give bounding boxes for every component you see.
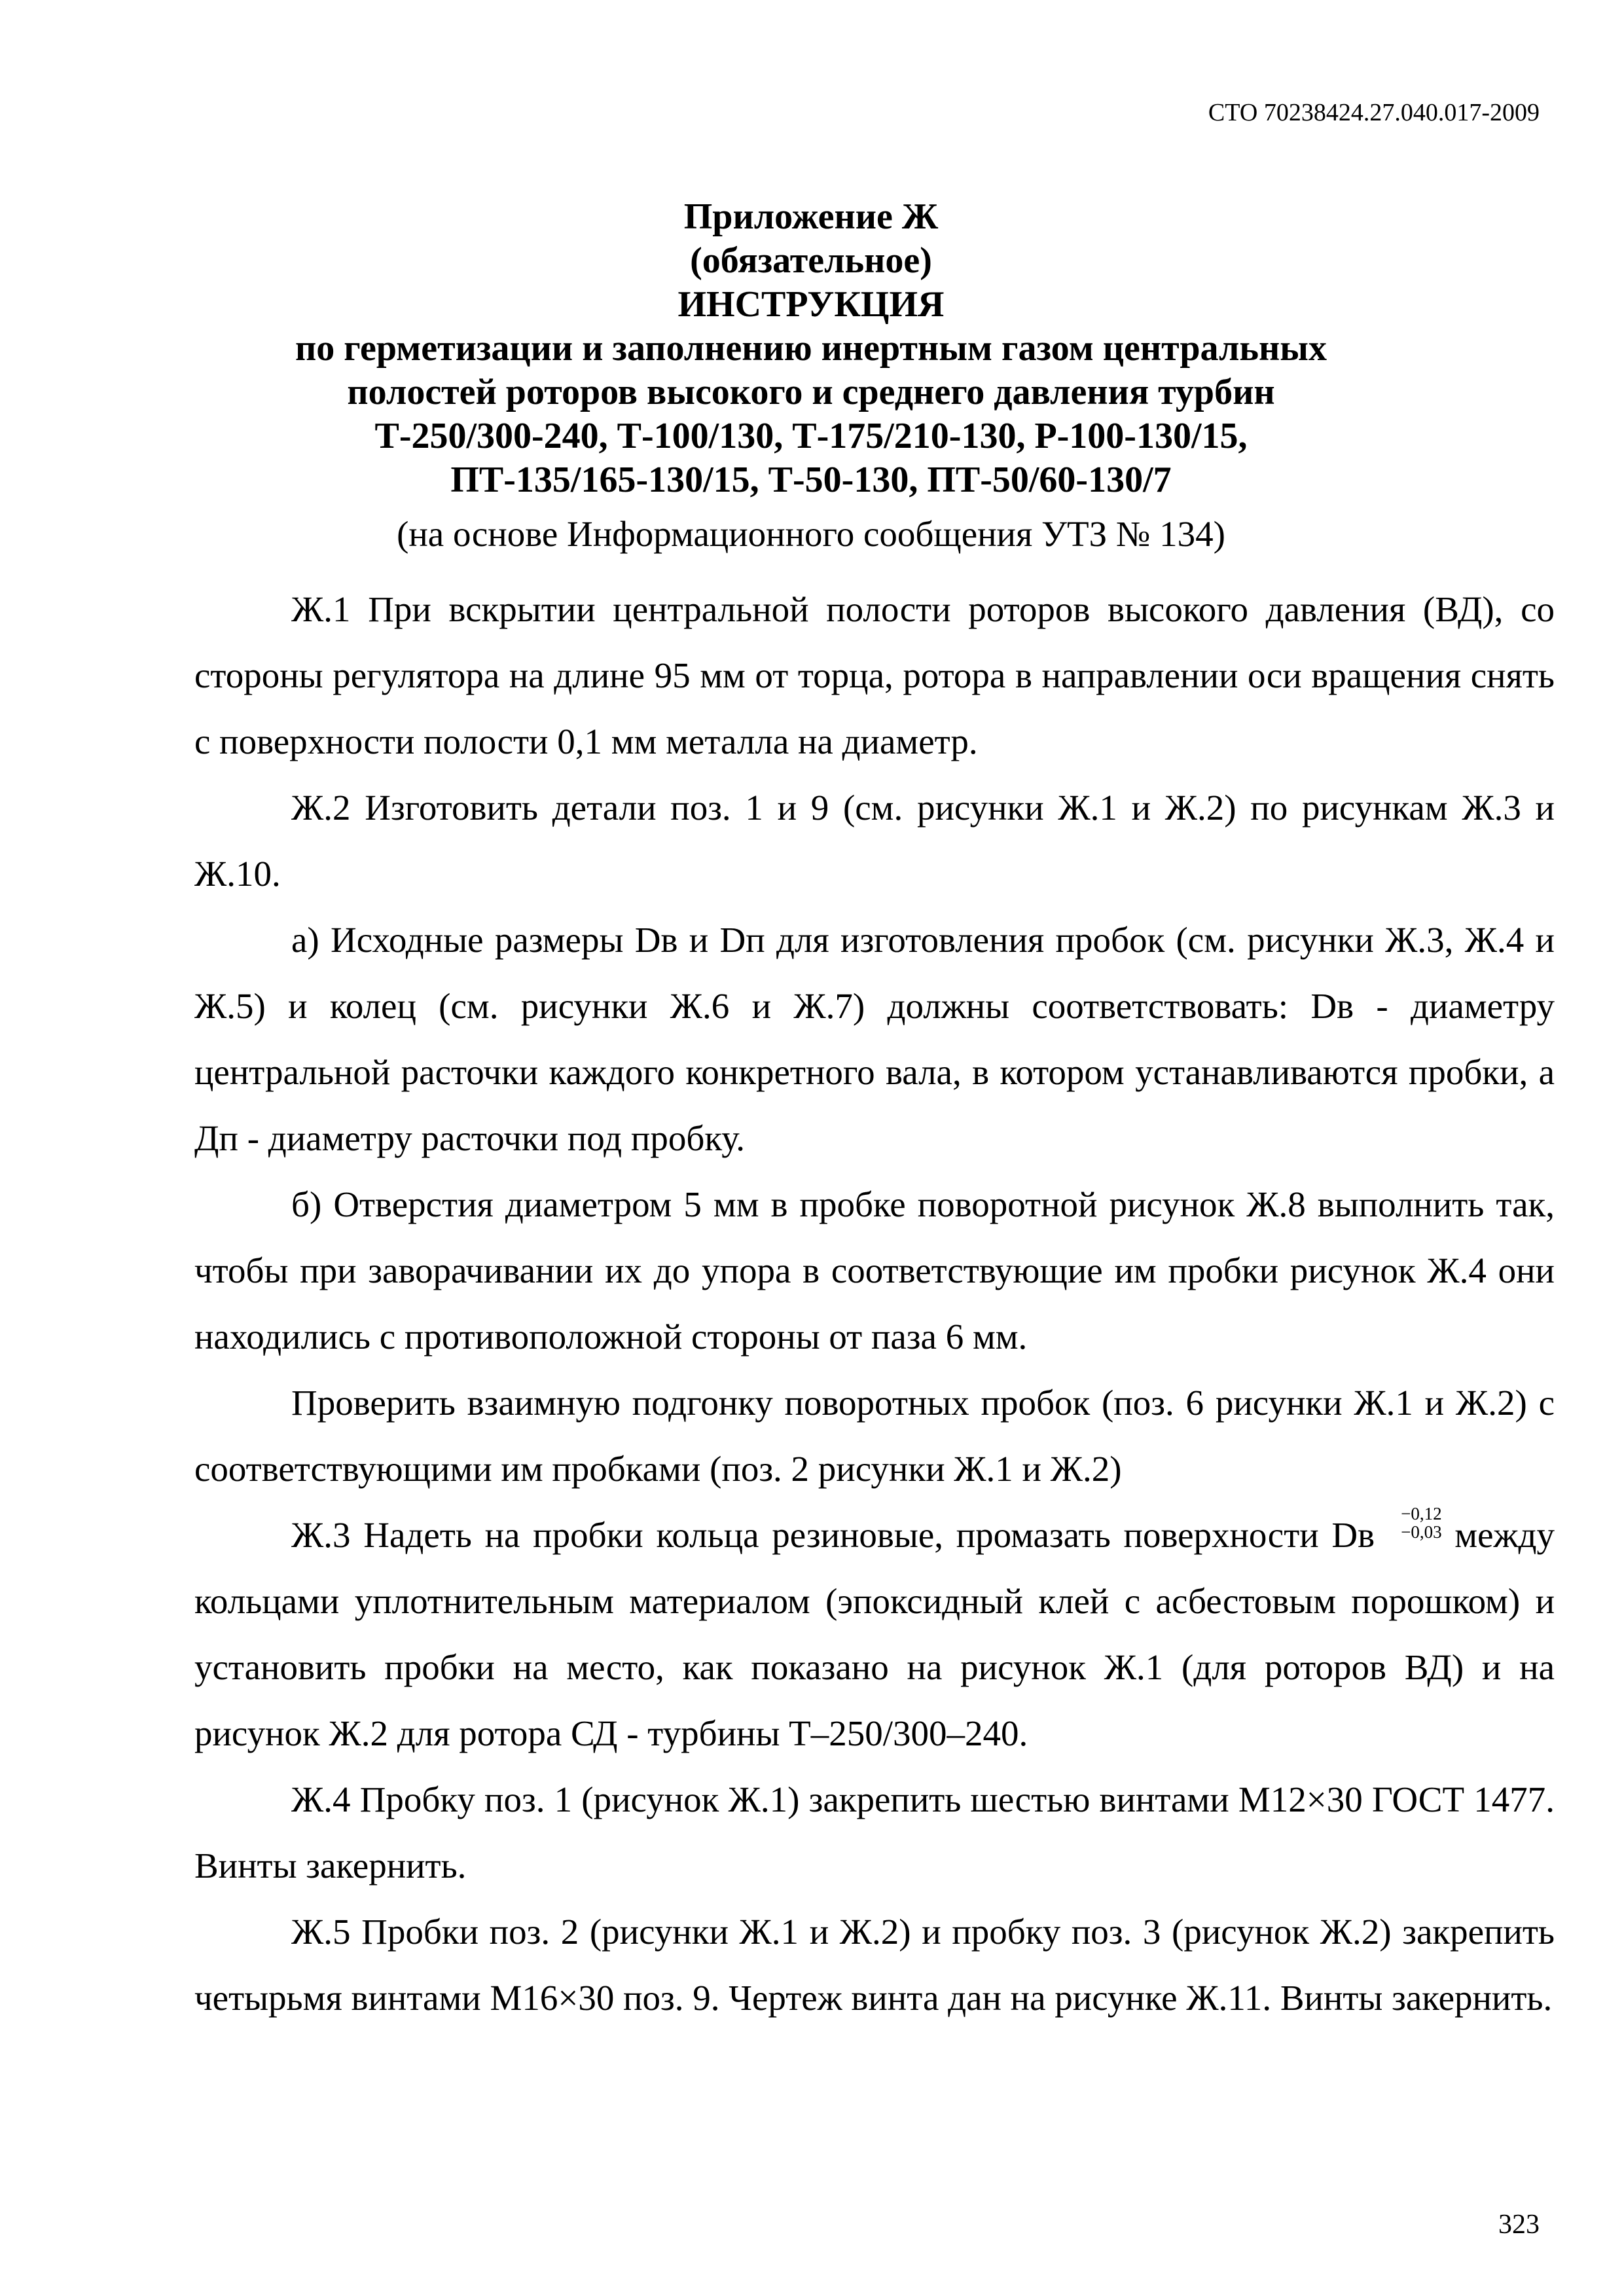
paragraph-zh3-end: между кольцами уплотнительным материалом (эпоксидный клей с асбестовым порошком) и установить пробки на место, как показано на рисунок Ж.1 (для роторов ВД) и на рисунок Ж.2 для ротора СД - турбины Т–250/300–240. <box>194 1515 1555 1753</box>
paragraph-zh2-b: б) Отверстия диаметром 5 мм в пробке поворотной рисунок Ж.8 выполнить так, чтобы при заворачивании их до упора в соответствующие им пробки рисунок Ж.4 они находились с противоположной стороны от паза 6 мм. <box>194 1184 1555 1357</box>
paragraph-zh1: Ж.1 При вскрытии центральной полости роторов высокого давления (ВД), со стороны регулятора на длине 95 мм от торца, ротора в направлении оси вращения снять с поверхности полости 0,1 мм металла на диаметр. <box>194 589 1555 761</box>
paragraph-zh3-start: Ж.3 Надеть на пробки кольца резиновые, промазать поверхности Dв <box>291 1515 1375 1555</box>
appendix-title <box>194 195 1428 502</box>
title-line: ПТ-135/165-130/15, Т-50-130, ПТ-50/60-130/7 <box>450 460 1172 500</box>
basis-note: (на основе Информационного сообщения УТЗ № 134) <box>397 514 1225 554</box>
tolerance-upper: −0,12 <box>1401 1504 1442 1523</box>
tolerance-limits <box>1401 1504 1441 1541</box>
title-line: (обязательное) <box>690 240 932 281</box>
title-line: по герметизации и заполнению инертным газом центральных <box>295 328 1327 369</box>
title-line: Т-250/300-240, Т-100/130, Т-175/210-130, Р-100-130/15, <box>374 416 1248 456</box>
title-line: полостей роторов высокого и среднего давления турбин <box>347 372 1275 412</box>
paragraph-zh5: Ж.5 Пробки поз. 2 (рисунки Ж.1 и Ж.2) и пробку поз. 3 (рисунок Ж.2) закрепить четырьмя винтами М16×30 поз. 9. Чертеж винта дан на рисунке Ж.11. Винты закернить. <box>194 1912 1555 2018</box>
paragraph-zh4: Ж.4 Пробку поз. 1 (рисунок Ж.1) закрепить шестью винтами М12×30 ГОСТ 1477. Винты закернить. <box>194 1779 1555 1886</box>
tolerance-lower: −0,03 <box>1401 1522 1442 1542</box>
title-line: ИНСТРУКЦИЯ <box>677 284 945 325</box>
paragraph-zh3 <box>194 1502 1555 1766</box>
paragraph-zh2-a: а) Исходные размеры Dв и Dп для изготовления пробок (см. рисунки Ж.3, Ж.4 и Ж.5) и колец (см. рисунки Ж.6 и Ж.7) должны соответствовать: Dв - диаметру центральной расточки каждого конкретного вала, в котором устанавливаются пробки, а Дп - диаметру расточки под пробку. <box>194 920 1555 1158</box>
page-number: 323 <box>1498 2210 1540 2240</box>
paragraph-check-fit: Проверить взаимную подгонку поворотных пробок (поз. 6 рисунки Ж.1 и Ж.2) с соответствующими им пробками (поз. 2 рисунки Ж.1 и Ж.2) <box>194 1383 1555 1489</box>
body-text <box>194 576 1555 2031</box>
paragraph-zh2: Ж.2 Изготовить детали поз. 1 и 9 (см. рисунки Ж.1 и Ж.2) по рисункам Ж.3 и Ж.10. <box>194 788 1555 894</box>
document-code: СТО 70238424.27.040.017-2009 <box>1208 99 1540 126</box>
title-line: Приложение Ж <box>683 196 939 237</box>
